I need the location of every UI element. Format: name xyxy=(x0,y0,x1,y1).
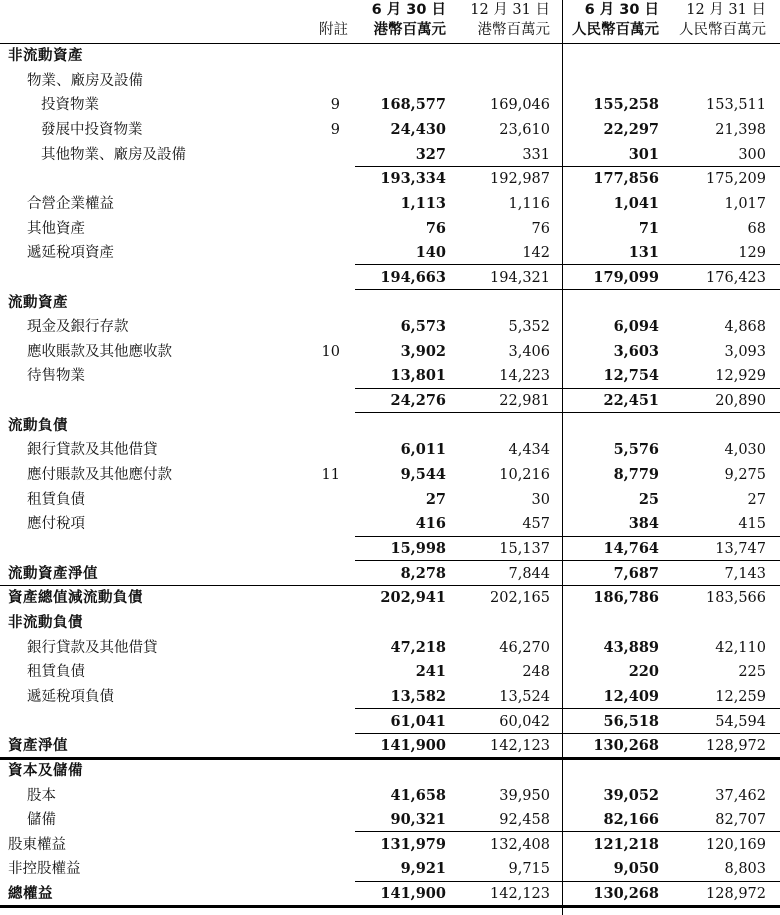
cell-c4: 120,169 xyxy=(706,836,766,853)
table-row xyxy=(0,389,780,413)
cell-c3: 301 xyxy=(628,145,659,163)
cell-c3: 12,409 xyxy=(603,687,659,705)
col3-unit-header: 人民幣百萬元 xyxy=(572,22,659,38)
table-row xyxy=(0,69,780,93)
table-row xyxy=(0,438,780,462)
table-row xyxy=(0,291,780,315)
cell-c3: 25 xyxy=(638,490,659,508)
cell-c2: 248 xyxy=(522,664,550,681)
table-row xyxy=(0,808,780,832)
row-label: 應付賬款及其他應付款 xyxy=(27,467,172,484)
cell-c1: 3,902 xyxy=(400,342,446,360)
cell-c4: 54,594 xyxy=(715,713,766,730)
table-row xyxy=(0,562,780,586)
row-label: 其他資產 xyxy=(27,220,85,237)
cell-c3: 131 xyxy=(628,244,659,262)
cell-c1: 193,334 xyxy=(380,170,446,188)
cell-c3: 7,687 xyxy=(613,564,659,582)
cell-c3: 56,518 xyxy=(603,712,659,730)
cell-c2: 1,116 xyxy=(508,195,550,212)
cell-c1: 24,430 xyxy=(390,120,446,138)
cell-c3: 1,041 xyxy=(613,194,659,212)
col1-unit-header: 港幣百萬元 xyxy=(373,22,446,38)
cell-c3: 82,166 xyxy=(603,811,659,829)
cell-c1: 76 xyxy=(425,219,446,237)
note-ref: 9 xyxy=(330,121,340,138)
cell-c2: 39,950 xyxy=(499,787,550,804)
table-row xyxy=(0,364,780,388)
row-label: 租賃負債 xyxy=(27,664,85,681)
cell-c1: 168,577 xyxy=(380,96,446,114)
cell-c4: 183,566 xyxy=(706,590,766,607)
table-row xyxy=(0,143,780,167)
cell-c1: 13,582 xyxy=(390,687,446,705)
cell-c4: 12,929 xyxy=(715,368,766,385)
cell-c3: 9,050 xyxy=(613,860,659,878)
cell-c1: 41,658 xyxy=(390,786,446,804)
cell-c2: 331 xyxy=(522,146,550,163)
cell-c3: 43,889 xyxy=(603,638,659,656)
cell-c2: 169,046 xyxy=(490,97,550,114)
note-header: 附註 xyxy=(319,22,348,38)
col4-unit-header: 人民幣百萬元 xyxy=(679,22,766,38)
cell-c3: 6,094 xyxy=(613,318,659,336)
table-row xyxy=(0,217,780,241)
cell-c1: 13,801 xyxy=(390,367,446,385)
cell-c4: 42,110 xyxy=(715,639,766,656)
cell-c4: 1,017 xyxy=(724,195,766,212)
cell-c1: 61,041 xyxy=(390,712,446,730)
cell-c1: 27 xyxy=(425,490,446,508)
row-label: 待售物業 xyxy=(27,368,85,385)
row-label: 其他物業、廠房及設備 xyxy=(41,146,186,163)
row-label: 投資物業 xyxy=(41,97,99,114)
cell-c3: 22,297 xyxy=(603,120,659,138)
row-label: 應收賬款及其他應收款 xyxy=(27,343,172,360)
cell-c2: 132,408 xyxy=(490,836,550,853)
cell-c3: 71 xyxy=(638,219,659,237)
row-label: 總權益 xyxy=(8,886,53,903)
row-label: 股本 xyxy=(27,787,56,804)
table-row xyxy=(0,759,780,783)
cell-c4: 4,030 xyxy=(724,442,766,459)
cell-c4: 9,275 xyxy=(724,467,766,484)
cell-c1: 24,276 xyxy=(390,392,446,410)
cell-c2: 5,352 xyxy=(508,319,550,336)
cell-c3: 177,856 xyxy=(593,170,659,188)
cell-c1: 194,663 xyxy=(380,268,446,286)
cell-c4: 68 xyxy=(747,220,766,237)
cell-c4: 225 xyxy=(738,664,766,681)
cell-c2: 4,434 xyxy=(508,442,550,459)
cell-c1: 1,113 xyxy=(400,194,446,212)
table-row xyxy=(0,167,780,191)
cell-c2: 9,715 xyxy=(508,861,550,878)
table-row xyxy=(0,44,780,68)
table-row xyxy=(0,636,780,660)
table-row xyxy=(0,414,780,438)
cell-c4: 8,803 xyxy=(724,861,766,878)
row-label: 合營企業權益 xyxy=(27,195,114,212)
cell-c1: 9,544 xyxy=(400,466,446,484)
cell-c3: 14,764 xyxy=(603,540,659,557)
cell-c2: 23,610 xyxy=(499,121,550,138)
table-row xyxy=(0,882,780,906)
row-label: 物業、廠房及設備 xyxy=(27,72,143,89)
cell-c3: 5,576 xyxy=(613,441,659,459)
col4-date-header: 12 月 31 日 xyxy=(686,2,766,18)
total-rule xyxy=(0,905,780,908)
cell-c4: 128,972 xyxy=(706,886,766,903)
cell-c3: 39,052 xyxy=(603,786,659,804)
row-label: 流動資產 xyxy=(8,294,68,311)
table-row xyxy=(0,512,780,536)
cell-c1: 6,573 xyxy=(400,318,446,336)
cell-c1: 241 xyxy=(415,663,446,681)
row-label: 流動負債 xyxy=(8,417,68,434)
table-row xyxy=(0,93,780,117)
cell-c3: 130,268 xyxy=(593,885,659,903)
cell-c3: 384 xyxy=(628,515,659,533)
table-row xyxy=(0,833,780,857)
cell-c1: 9,921 xyxy=(400,860,446,878)
cell-c1: 202,941 xyxy=(380,589,446,607)
row-label: 股東權益 xyxy=(8,836,66,853)
table-row xyxy=(0,118,780,142)
row-label: 非流動負債 xyxy=(8,614,83,631)
row-label: 銀行貸款及其他借貸 xyxy=(27,639,158,656)
cell-c2: 92,458 xyxy=(499,812,550,829)
row-label: 銀行貸款及其他借貸 xyxy=(27,442,158,459)
cell-c2: 192,987 xyxy=(490,171,550,188)
cell-c1: 90,321 xyxy=(390,811,446,829)
cell-c3: 179,099 xyxy=(593,268,659,286)
cell-c4: 415 xyxy=(738,516,766,533)
cell-c3: 220 xyxy=(628,663,659,681)
row-label: 非控股權益 xyxy=(8,861,81,878)
cell-c4: 13,747 xyxy=(715,541,766,557)
row-label: 現金及銀行存款 xyxy=(27,319,129,336)
cell-c2: 30 xyxy=(531,491,550,508)
row-label: 租賃負債 xyxy=(27,491,85,508)
note-ref: 10 xyxy=(321,343,340,360)
cell-c1: 327 xyxy=(415,145,446,163)
row-label: 資本及儲備 xyxy=(8,762,83,779)
cell-c4: 129 xyxy=(738,245,766,262)
cell-c4: 20,890 xyxy=(715,393,766,410)
cell-c2: 194,321 xyxy=(490,269,550,286)
table-row xyxy=(0,734,780,758)
cell-c2: 60,042 xyxy=(499,713,550,730)
col2-unit-header: 港幣百萬元 xyxy=(477,22,550,38)
cell-c4: 153,511 xyxy=(706,97,766,114)
cell-c1: 141,900 xyxy=(380,737,446,755)
cell-c3: 121,218 xyxy=(593,835,659,853)
cell-c3: 12,754 xyxy=(603,367,659,385)
cell-c4: 12,259 xyxy=(715,688,766,705)
table-row xyxy=(0,660,780,684)
cell-c2: 457 xyxy=(522,516,550,533)
row-label: 流動資產淨值 xyxy=(8,565,98,582)
cell-c1: 6,011 xyxy=(400,441,446,459)
cell-c2: 7,844 xyxy=(508,565,550,582)
cell-c1: 15,998 xyxy=(390,540,446,557)
table-row xyxy=(0,241,780,265)
cell-c4: 21,398 xyxy=(715,121,766,138)
cell-c2: 142,123 xyxy=(490,738,550,755)
table-row xyxy=(0,611,780,635)
cell-c3: 155,258 xyxy=(593,96,659,114)
cell-c1: 140 xyxy=(415,244,446,262)
col3-date-header: 6 月 30 日 xyxy=(584,2,659,18)
col2-date-header: 12 月 31 日 xyxy=(470,2,550,18)
cell-c1: 141,900 xyxy=(380,885,446,903)
table-row xyxy=(0,586,780,610)
cell-c2: 14,223 xyxy=(499,368,550,385)
cell-c3: 8,779 xyxy=(613,466,659,484)
cell-c1: 8,278 xyxy=(400,564,446,582)
table-row xyxy=(0,340,780,364)
row-label: 遞延稅項負債 xyxy=(27,688,114,705)
cell-c1: 416 xyxy=(415,515,446,533)
table-row xyxy=(0,685,780,709)
table-row xyxy=(0,315,780,339)
cell-c2: 13,524 xyxy=(499,688,550,705)
cell-c3: 186,786 xyxy=(593,589,659,607)
cell-c4: 4,868 xyxy=(724,319,766,336)
row-label: 資產淨值 xyxy=(8,738,68,755)
cell-c2: 202,165 xyxy=(490,590,550,607)
table-row xyxy=(0,192,780,216)
cell-c4: 27 xyxy=(747,491,766,508)
cell-c4: 37,462 xyxy=(715,787,766,804)
table-row xyxy=(0,784,780,808)
cell-c2: 142,123 xyxy=(490,886,550,903)
cell-c4: 82,707 xyxy=(715,812,766,829)
cell-c2: 22,981 xyxy=(499,393,550,410)
cell-c4: 128,972 xyxy=(706,738,766,755)
row-label: 資產總值減流動負債 xyxy=(8,590,143,607)
cell-c2: 142 xyxy=(522,245,550,262)
row-label: 應付稅項 xyxy=(27,516,85,533)
row-label: 非流動資產 xyxy=(8,48,83,64)
cell-c3: 130,268 xyxy=(593,737,659,755)
table-row xyxy=(0,266,780,290)
table-row xyxy=(0,463,780,487)
note-ref: 11 xyxy=(321,467,340,484)
cell-c4: 175,209 xyxy=(706,171,766,188)
cell-c1: 47,218 xyxy=(390,638,446,656)
cell-c4: 176,423 xyxy=(706,269,766,286)
note-ref: 9 xyxy=(330,97,340,114)
cell-c3: 3,603 xyxy=(613,342,659,360)
cell-c2: 3,406 xyxy=(508,343,550,360)
table-row xyxy=(0,488,780,512)
row-label: 儲備 xyxy=(27,812,56,829)
row-label: 發展中投資物業 xyxy=(41,121,143,138)
cell-c2: 46,270 xyxy=(499,639,550,656)
cell-c2: 15,137 xyxy=(499,541,550,557)
cell-c1: 131,979 xyxy=(380,835,446,853)
row-label: 遞延稅項資產 xyxy=(27,245,114,262)
cell-c3: 22,451 xyxy=(603,392,659,410)
cell-c4: 300 xyxy=(738,146,766,163)
col1-date-header: 6 月 30 日 xyxy=(371,2,446,18)
cell-c4: 7,143 xyxy=(724,565,766,582)
table-row xyxy=(0,537,780,561)
cell-c4: 3,093 xyxy=(724,343,766,360)
table-row xyxy=(0,857,780,881)
cell-c2: 76 xyxy=(531,220,550,237)
table-row xyxy=(0,710,780,734)
cell-c2: 10,216 xyxy=(499,467,550,484)
